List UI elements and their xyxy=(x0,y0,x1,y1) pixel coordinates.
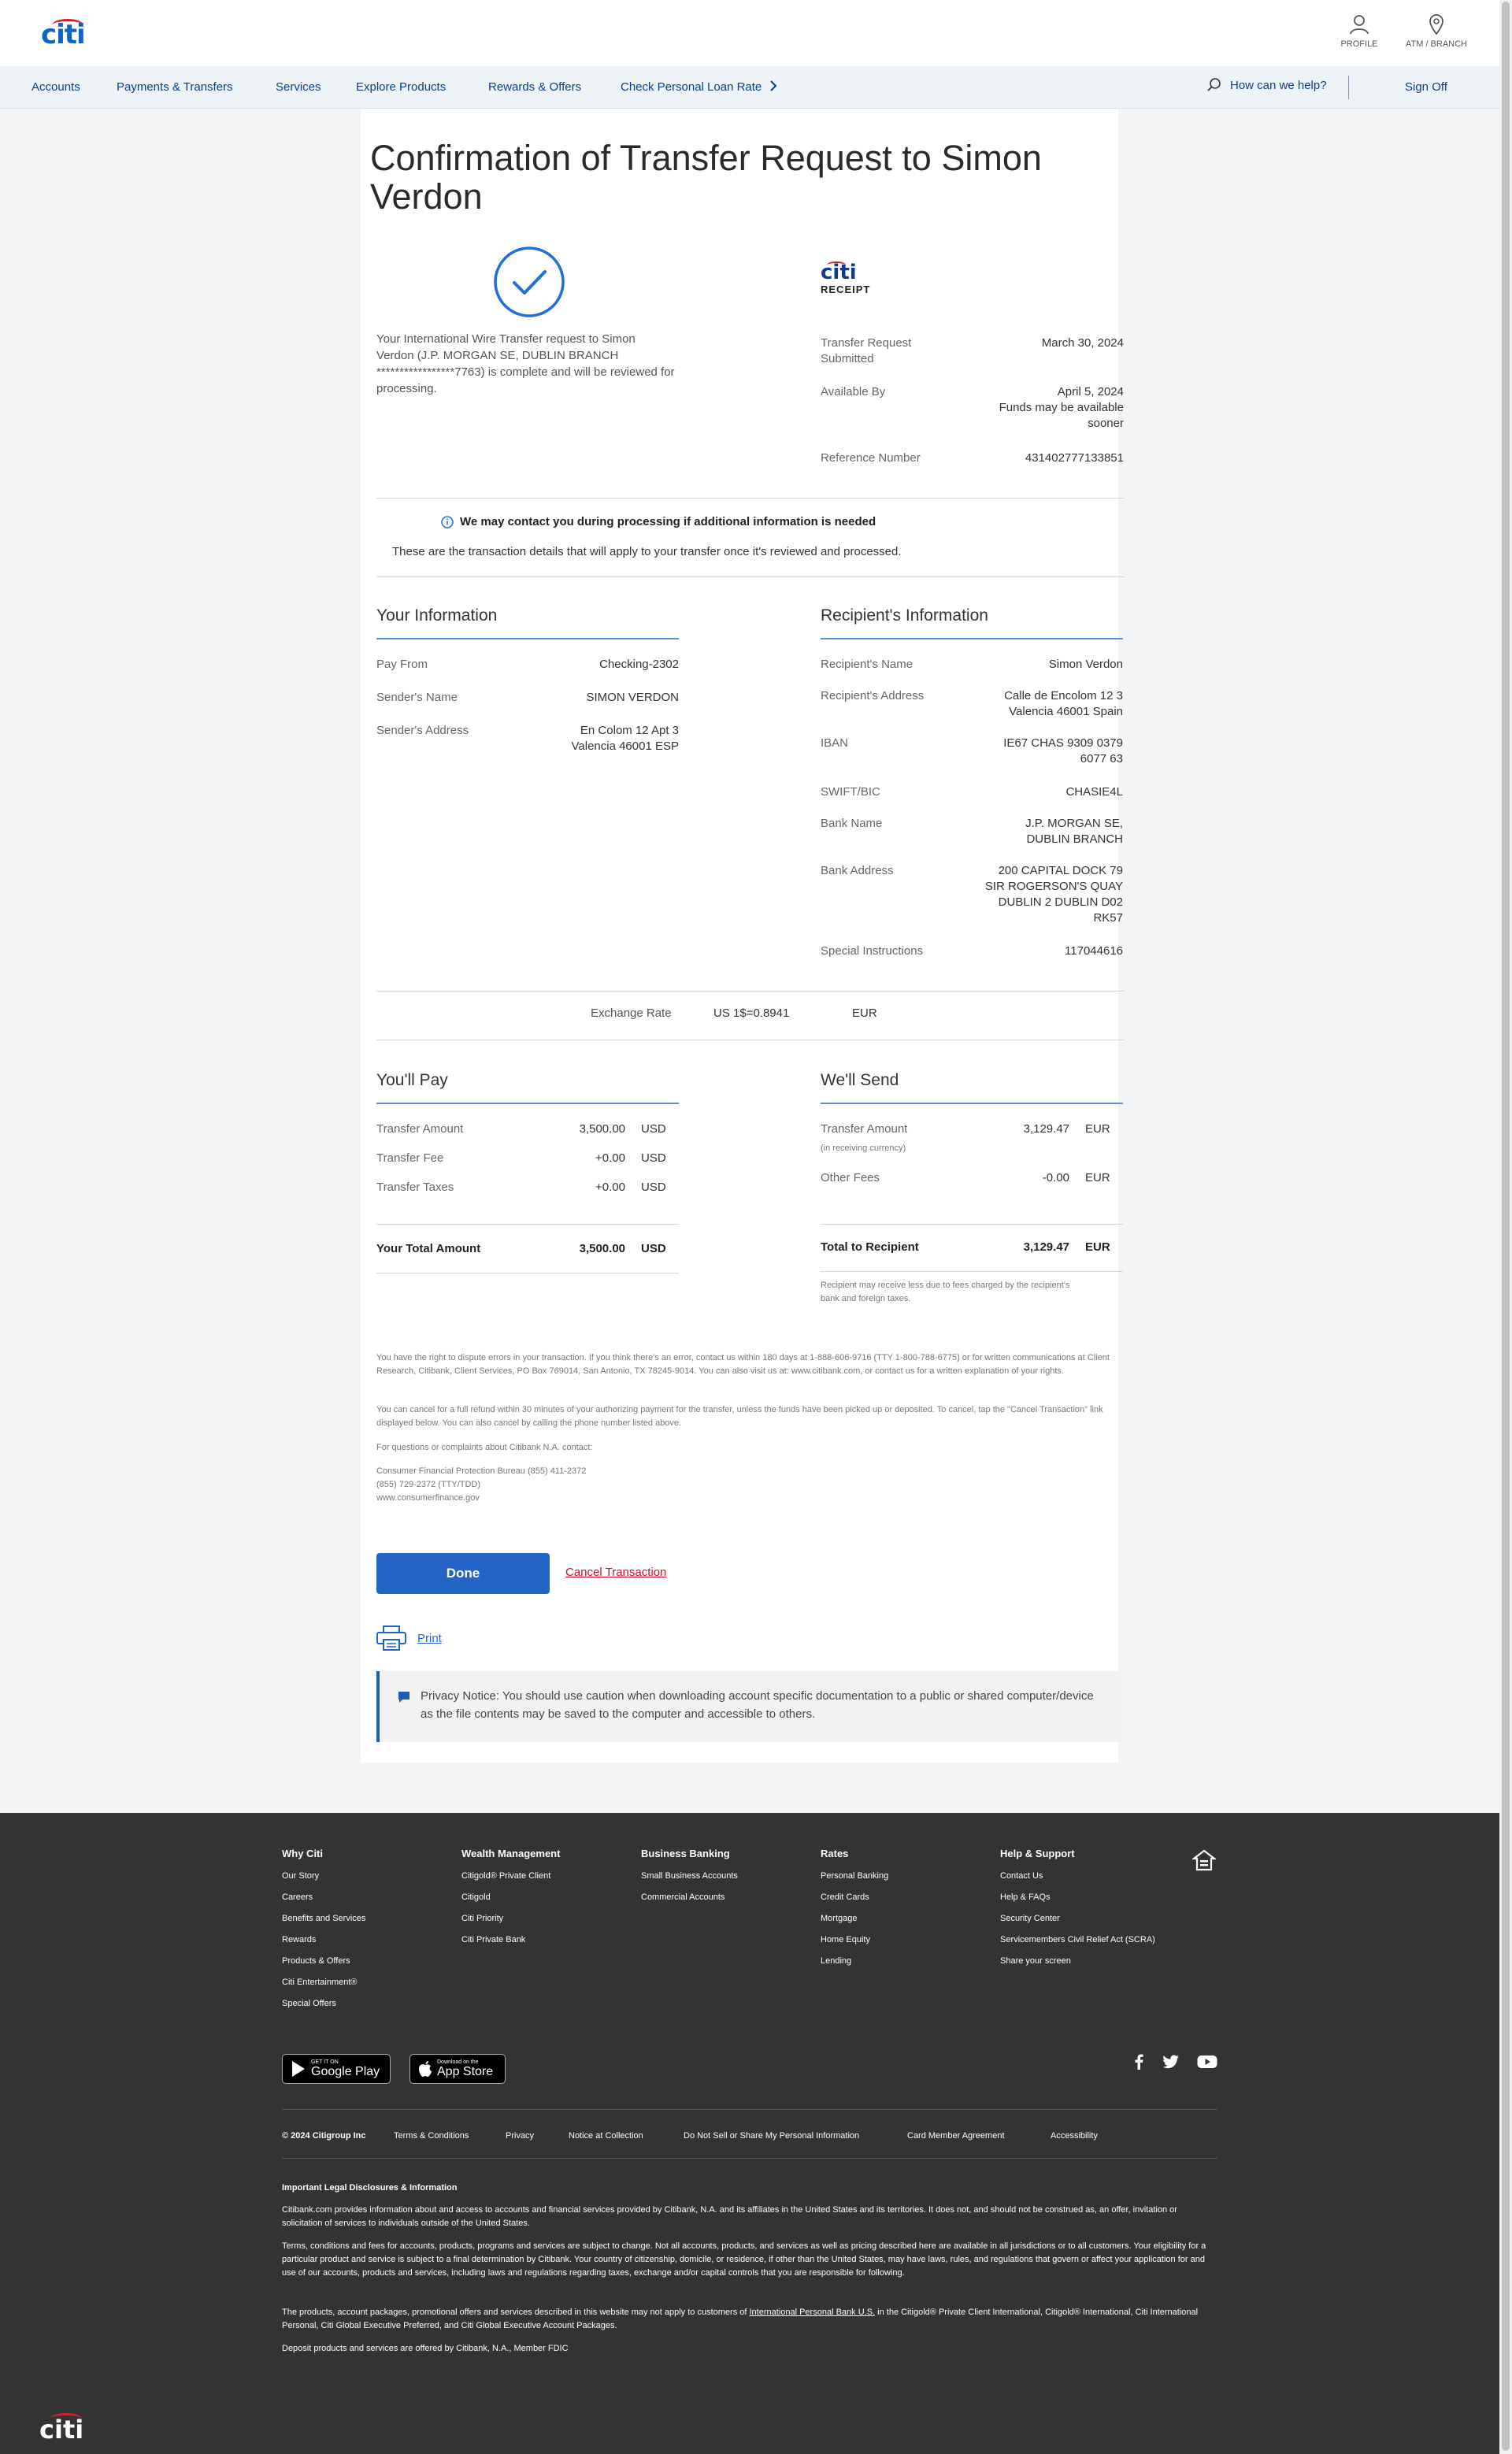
field-value: En Colom 12 Apt 3 Valencia 46001 ESP xyxy=(571,724,679,753)
footer-link[interactable]: Help & FAQs xyxy=(1000,1892,1051,1902)
google-play-icon xyxy=(291,2060,306,2078)
copyright: © 2024 Citigroup Inc xyxy=(282,2131,366,2141)
recipient-fees-note: Recipient may receive less due to fees charged by the recipient's bank and foreign taxes. xyxy=(821,1281,1070,1303)
cancel-rights-text: You can cancel for a full refund within 30 minutes of your authorizing payment for the transfer, unless the funds have been picked up or deposited. To cancel, tap the "Cancel Transaction" link displayed below. You can also cancel by calling the phone number listed above. xyxy=(376,1405,1103,1428)
footer-link-terms[interactable]: Terms & Conditions xyxy=(394,2131,469,2141)
send-row xyxy=(821,1121,1123,1139)
send-label: Other Fees xyxy=(821,1171,880,1184)
pay-total-amount: 3,500.00 xyxy=(579,1242,625,1255)
location-pin-icon xyxy=(1429,14,1444,35)
recipient-info-row xyxy=(821,688,1123,721)
field-value: 200 CAPITAL DOCK 79 SIR ROGERSON'S QUAY DUBLIN 2 DUBLIN D02 RK57 xyxy=(984,864,1123,925)
recipient-info-title: Recipient's Information xyxy=(821,606,988,625)
send-amount: -0.00 xyxy=(1042,1171,1069,1184)
pay-currency: USD xyxy=(641,1122,666,1136)
nav-rewards-offers[interactable]: Rewards & Offers xyxy=(488,80,582,94)
divider xyxy=(821,1224,1123,1225)
recipient-info-row xyxy=(821,863,1123,928)
print-label: Print xyxy=(417,1631,442,1645)
nav-check-loan-rate-label: Check Personal Loan Rate xyxy=(621,80,762,94)
field-value: 117044616 xyxy=(1065,944,1123,958)
recipient-info-row xyxy=(821,657,1123,674)
info-icon xyxy=(441,516,454,528)
youll-pay-title: You'll Pay xyxy=(376,1071,448,1089)
receipt-row-reference xyxy=(821,450,1124,468)
divider xyxy=(376,991,1125,992)
atm-branch-button[interactable] xyxy=(1397,14,1476,49)
send-currency: EUR xyxy=(1085,1171,1110,1184)
receipt-logo-wordmark: citi xyxy=(821,261,857,284)
cfpb-tty: (855) 729-2372 (TTY/TDD) xyxy=(376,1480,481,1489)
your-info-row xyxy=(376,657,679,674)
well-send-title: We'll Send xyxy=(821,1071,899,1089)
footer-link[interactable]: Careers xyxy=(282,1892,313,1902)
field-value: J.P. MORGAN SE, DUBLIN BRANCH xyxy=(1025,817,1123,846)
footer-logo-wordmark: citi xyxy=(39,2415,84,2445)
cfpb-contact xyxy=(376,1465,1117,1505)
send-total-amount: 3,129.47 xyxy=(1023,1240,1069,1254)
nav-explore-products[interactable]: Explore Products xyxy=(356,80,447,94)
pay-amount: 3,500.00 xyxy=(579,1122,625,1136)
section-underline xyxy=(821,638,1123,639)
footer-legal-p4: Deposit products and services are offered by Citibank, N.A., Member FDIC xyxy=(282,2344,569,2353)
pay-row xyxy=(376,1121,679,1139)
footer-link-do-not-sell[interactable]: Do Not Sell or Share My Personal Information xyxy=(684,2131,860,2141)
twitter-icon[interactable] xyxy=(1162,2054,1180,2070)
recipient-info-row xyxy=(821,784,1123,802)
status-message: Your International Wire Transfer request to Simon Verdon (J.P. MORGAN SE, DUBLIN BRANCH *****************7763) is complete and will be reviewed for processing. xyxy=(376,332,675,395)
footer-link[interactable]: Home Equity xyxy=(821,1935,870,1944)
field-label: Recipient's Address xyxy=(821,689,925,702)
done-button[interactable]: Done xyxy=(376,1553,550,1594)
footer-divider xyxy=(282,2158,1217,2159)
app-store-small: Download on the xyxy=(437,2059,479,2065)
main-nav xyxy=(0,66,1499,109)
field-value: Simon Verdon xyxy=(1048,658,1123,671)
ipb-link[interactable]: International Personal Bank U.S. xyxy=(749,2308,876,2317)
section-underline xyxy=(376,1103,679,1104)
receipt-value-date: April 5, 2024 xyxy=(1057,385,1124,398)
help-search-label: How can we help? xyxy=(1230,78,1327,92)
footer-link[interactable]: Servicemembers Civil Relief Act (SCRA) xyxy=(1000,1935,1155,1944)
send-total-currency: EUR xyxy=(1085,1240,1110,1254)
field-label: Sender's Name xyxy=(376,691,458,704)
contact-notice xyxy=(441,515,876,528)
your-info-row xyxy=(376,690,679,707)
recipient-info-row xyxy=(821,816,1123,849)
your-info-title: Your Information xyxy=(376,606,498,625)
google-play-small: GET IT ON xyxy=(311,2059,339,2065)
field-value: Calle de Encolom 12 3 Valencia 46001 Spain xyxy=(1004,689,1123,718)
your-info-row xyxy=(376,723,679,756)
facebook-icon[interactable] xyxy=(1134,2054,1143,2070)
google-play-big: Google Play xyxy=(311,2065,380,2078)
field-label: Recipient's Name xyxy=(821,658,914,671)
pay-label: Transfer Fee xyxy=(376,1151,444,1165)
pay-label: Transfer Amount xyxy=(376,1122,464,1136)
footer-col-title: Help & Support xyxy=(1000,1848,1075,1859)
send-amount: 3,129.47 xyxy=(1023,1122,1069,1136)
cfpb-website: www.consumerfinance.gov xyxy=(376,1493,480,1503)
footer-link[interactable]: Small Business Accounts xyxy=(641,1871,738,1881)
receipt-value xyxy=(958,384,1124,432)
receipt-value: March 30, 2024 xyxy=(1041,336,1124,350)
footer-link[interactable]: Share your screen xyxy=(1000,1956,1071,1966)
field-label: Bank Name xyxy=(821,817,883,830)
footer-col-title: Why Citi xyxy=(282,1848,323,1859)
footer-legal-p3-a: The products, account packages, promotional offers and services described in this website may not apply to customers of xyxy=(282,2308,750,2317)
exchange-rate-label: Exchange Rate xyxy=(591,1006,672,1020)
page-scrollbar[interactable] xyxy=(1499,0,1512,2454)
footer-col-title: Business Banking xyxy=(641,1848,730,1859)
pay-amount: +0.00 xyxy=(595,1181,625,1194)
send-row xyxy=(821,1170,1123,1188)
footer-link[interactable]: Lending xyxy=(821,1956,852,1966)
footer-link[interactable]: Special Offers xyxy=(282,1999,336,2008)
footer-logo-arc xyxy=(50,2413,82,2424)
footer-col-title: Wealth Management xyxy=(461,1848,561,1859)
exchange-rate-currency: EUR xyxy=(852,1006,877,1020)
profile-icon xyxy=(1350,14,1369,35)
field-label: IBAN xyxy=(821,736,849,750)
logo-wordmark: citi xyxy=(41,19,85,50)
field-value: Checking-2302 xyxy=(599,658,679,671)
field-value: SIMON VERDON xyxy=(586,691,679,704)
footer-link[interactable]: Credit Cards xyxy=(821,1892,869,1902)
search-icon xyxy=(1206,77,1222,93)
pay-label: Transfer Taxes xyxy=(376,1181,454,1194)
recipient-info-row xyxy=(821,943,1123,961)
footer-divider xyxy=(282,2109,1217,2110)
complaints-text: For questions or complaints about Citibank N.A. contact: xyxy=(376,1443,593,1452)
footer-legal-p3-b: in the Citigold® Private Client International, Citigold® International, Citi International Personal, Citi Global Executive Preferred, and Citi Global Executive Account Packages. xyxy=(282,2308,1199,2330)
footer-link[interactable]: Personal Banking xyxy=(821,1871,889,1881)
footer-link[interactable]: Rewards xyxy=(282,1935,317,1944)
footer-citi-logo[interactable] xyxy=(39,2415,83,2445)
app-store-big: App Store xyxy=(437,2065,494,2078)
receipt-key: Available By xyxy=(821,385,886,398)
contact-notice-text: We may contact you during processing if additional information is needed xyxy=(460,515,876,528)
cfpb-phone: Consumer Financial Protection Bureau (855) 411-2372 xyxy=(376,1466,587,1476)
section-underline xyxy=(376,638,679,639)
footer-link[interactable]: Products & Offers xyxy=(282,1956,350,1966)
footer-link-accessibility[interactable]: Accessibility xyxy=(1051,2131,1098,2141)
receipt-key: Transfer Request Submitted xyxy=(821,336,912,365)
footer-link[interactable]: Citigold® Private Client xyxy=(461,1871,551,1881)
app-store-badge[interactable] xyxy=(410,2054,506,2084)
privacy-notice xyxy=(376,1671,1123,1742)
scrollbar-thumb[interactable] xyxy=(1502,2,1510,2451)
chevron-right-icon xyxy=(769,80,777,91)
send-currency: EUR xyxy=(1085,1122,1110,1136)
profile-label: PROFILE xyxy=(1340,39,1378,49)
send-label: Transfer Amount xyxy=(821,1122,908,1136)
footer-link[interactable]: Our Story xyxy=(282,1871,320,1881)
footer-link[interactable]: Commercial Accounts xyxy=(641,1892,725,1902)
dispute-rights-text: You have the right to dispute errors in your transaction. If you think there's an error, contact us within 180 days at 1-888-606-9716 (TTY 1-800-788-6775) or for written communications at Client Research, Citibank, Client Services, PO Box 769014, San Antonio, TX 78245-9014. You can also visit us at: www.citibank.com, or contact us for a written explanation of your rights. xyxy=(376,1353,1110,1376)
page-title: Confirmation of Transfer Request to Simon Verdon xyxy=(370,138,1042,217)
atm-label: ATM / BRANCH xyxy=(1405,39,1468,49)
divider xyxy=(376,1224,679,1225)
google-play-badge[interactable] xyxy=(282,2054,391,2084)
site-footer xyxy=(0,1813,1499,2454)
footer-link[interactable]: Citi Entertainment® xyxy=(282,1978,358,1987)
receipt-key: Reference Number xyxy=(821,451,921,465)
footer-legal-p2: Terms, conditions and fees for accounts, products, programs and services are subject to change. Not all accounts, products, and services as well as pricing described here are available in all jurisdictions or to all customers. Your eligibility for a particular product and service is subject to a final determination by Citibank. Your country of citizenship, domicile, or residence, if other than the United States, may have laws, rules, and regulations that govern or affect your application for and use of our accounts, products and services, including laws and regulations regarding taxes, exchange and/or capital controls that you are responsible for following. xyxy=(282,2241,1206,2278)
nav-accounts[interactable]: Accounts xyxy=(32,80,80,94)
field-label: Special Instructions xyxy=(821,944,924,958)
help-search[interactable] xyxy=(1206,77,1327,93)
field-value: IE67 CHAS 9309 0379 6077 63 xyxy=(1003,736,1123,765)
field-label: Bank Address xyxy=(821,864,894,877)
nav-check-loan-rate[interactable] xyxy=(621,80,777,94)
footer-col-title: Rates xyxy=(821,1848,849,1859)
footer-link[interactable]: Citigold xyxy=(461,1892,491,1902)
profile-button[interactable] xyxy=(1320,14,1399,49)
receipt-row-available-by xyxy=(821,384,1124,435)
footer-col-why-citi xyxy=(282,1848,365,2019)
footer-legal-p1: Citibank.com provides information about and access to accounts and financial services provided by Citibank, N.A. and its affiliates in the United States and its territories. It does not, and should not be construed as, an offer, invitation or solicitation of services to individuals outside of the United States. xyxy=(282,2205,1177,2228)
footer-col-rates xyxy=(821,1848,888,1977)
receipt-label: RECEIPT xyxy=(821,284,871,295)
footer-legal-p3 xyxy=(282,2306,1208,2333)
send-total-row xyxy=(821,1240,1123,1257)
divider xyxy=(376,576,1125,577)
receipt-row-submitted xyxy=(821,335,1124,370)
send-sublabel: (in receiving currency) xyxy=(821,1144,906,1153)
exchange-rate-value: US 1$=0.8941 xyxy=(713,1006,790,1020)
pay-currency: USD xyxy=(641,1181,666,1194)
pay-amount: +0.00 xyxy=(595,1151,625,1165)
top-header xyxy=(0,0,1499,66)
footer-link[interactable]: Citi Private Bank xyxy=(461,1935,526,1944)
pay-total-row xyxy=(376,1241,679,1259)
privacy-notice-text: Privacy Notice: You should use caution when downloading account specific documentation to a public or shared computer/device as the file contents may be saved to the computer and accessible to others. xyxy=(421,1689,1094,1721)
footer-link[interactable]: Contact Us xyxy=(1000,1871,1043,1881)
receipt-value: 431402777133851 xyxy=(1025,451,1124,465)
footer-legal-title: Important Legal Disclosures & Information xyxy=(282,2183,458,2193)
footer-col-wealth xyxy=(461,1848,560,1955)
pay-total-currency: USD xyxy=(641,1242,666,1255)
pay-total-label: Your Total Amount xyxy=(376,1242,481,1255)
footer-link[interactable]: Benefits and Services xyxy=(282,1914,366,1923)
nav-payments-transfers[interactable]: Payments & Transfers xyxy=(117,80,233,94)
footer-link-card-agreement[interactable]: Card Member Agreement xyxy=(907,2131,1005,2141)
field-value: CHASIE4L xyxy=(1065,785,1123,799)
printer-icon xyxy=(376,1625,406,1651)
footer-link[interactable]: Security Center xyxy=(1000,1914,1060,1923)
pay-currency: USD xyxy=(641,1151,666,1165)
nav-services[interactable]: Services xyxy=(276,80,321,94)
success-check-icon xyxy=(493,246,565,318)
section-underline xyxy=(821,1103,1123,1104)
logo-arc xyxy=(52,19,83,32)
recipient-info-row xyxy=(821,736,1123,769)
divider xyxy=(376,498,1125,499)
receipt-value-note: Funds may be available sooner xyxy=(999,401,1124,430)
pay-row xyxy=(376,1151,679,1168)
cancel-transaction-link[interactable]: Cancel Transaction xyxy=(565,1566,667,1579)
apple-icon xyxy=(418,2060,432,2078)
youtube-icon[interactable] xyxy=(1197,2054,1217,2070)
field-label: Pay From xyxy=(376,658,428,671)
sign-off-link[interactable]: Sign Off xyxy=(1405,80,1447,94)
footer-link-notice[interactable]: Notice at Collection xyxy=(569,2131,643,2141)
footer-col-help xyxy=(1000,1848,1158,1977)
receipt-logo xyxy=(821,261,870,295)
divider xyxy=(821,1271,1123,1272)
field-label: Sender's Address xyxy=(376,724,469,737)
footer-link-privacy[interactable]: Privacy xyxy=(506,2131,535,2141)
print-link[interactable] xyxy=(376,1625,442,1651)
equal-housing-icon xyxy=(1192,1849,1216,1871)
footer-link[interactable]: Citi Priority xyxy=(461,1914,504,1923)
details-notice: These are the transaction details that will apply to your transfer once it's reviewed and processed. xyxy=(392,545,902,558)
speech-bubble-icon xyxy=(397,1690,411,1704)
citi-logo[interactable] xyxy=(41,19,91,50)
footer-link[interactable]: Mortgage xyxy=(821,1914,858,1923)
footer-col-business xyxy=(641,1848,738,1913)
pay-row xyxy=(376,1180,679,1197)
nav-divider xyxy=(1348,76,1349,99)
receipt-logo-arc xyxy=(827,261,846,269)
field-label: SWIFT/BIC xyxy=(821,785,880,799)
send-total-label: Total to Recipient xyxy=(821,1240,919,1254)
